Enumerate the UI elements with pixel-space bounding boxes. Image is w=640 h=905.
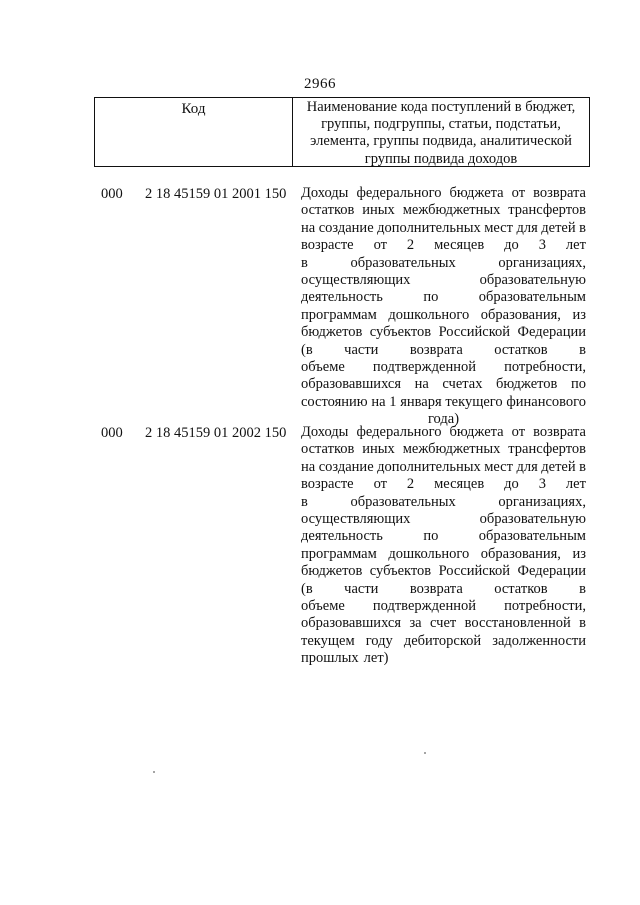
description-line: возрасте от 2 месяцев до 3 лет bbox=[301, 476, 586, 493]
row-description bbox=[301, 424, 586, 668]
description-line: образовавшихся за счет восстановленной в bbox=[301, 615, 586, 632]
description-line: программам дошкольного образования, из bbox=[301, 306, 586, 323]
description-line: текущем году дебиторской задолженности bbox=[301, 632, 586, 649]
description-line: бюджетов субъектов Российской Федерации bbox=[301, 324, 586, 341]
header-name-line: Наименование кода поступлений в бюджет, bbox=[306, 99, 576, 115]
description-line: деятельность по образовательным bbox=[301, 289, 586, 306]
row-revenue-code: 2 18 45159 01 2002 150 bbox=[145, 425, 287, 441]
page-number: 2966 bbox=[304, 76, 336, 92]
description-line: в образовательных организациях, bbox=[301, 493, 586, 510]
header-name-line: группы, подгруппы, статьи, подстатьи, bbox=[321, 116, 561, 133]
description-line: прошлых лет) bbox=[301, 650, 389, 667]
header-name-label bbox=[293, 98, 589, 166]
description-line: в образовательных организациях, bbox=[301, 254, 586, 271]
table-header bbox=[94, 97, 590, 167]
description-line: остатков иных межбюджетных трансфертов bbox=[301, 202, 586, 219]
description-line: года) bbox=[427, 411, 460, 428]
description-line: на создание дополнительных мест для детей в bbox=[301, 458, 586, 475]
scan-speck bbox=[424, 752, 426, 754]
header-name-line: группы подвида доходов bbox=[364, 150, 518, 167]
description-line: объеме подтвержденной потребности, bbox=[301, 359, 586, 376]
description-line: (в части возврата остатков в bbox=[301, 580, 586, 597]
description-line: бюджетов субъектов Российской Федерации bbox=[301, 563, 586, 580]
description-line: на создание дополнительных мест для детей в bbox=[301, 219, 586, 236]
description-line: (в части возврата остатков в bbox=[301, 341, 586, 358]
row-description bbox=[301, 185, 586, 429]
row-admin-code: 000 bbox=[101, 425, 123, 441]
description-line: возрасте от 2 месяцев до 3 лет bbox=[301, 237, 586, 254]
description-line: осуществляющих образовательную bbox=[301, 272, 586, 289]
description-line: остатков иных межбюджетных трансфертов bbox=[301, 441, 586, 458]
row-admin-code: 000 bbox=[101, 186, 123, 202]
description-line: деятельность по образовательным bbox=[301, 528, 586, 545]
description-line: Доходы федерального бюджета от возврата bbox=[301, 424, 586, 440]
row-revenue-code: 2 18 45159 01 2001 150 bbox=[145, 186, 287, 202]
header-name-line: элемента, группы подвида, аналитической bbox=[310, 133, 572, 150]
scan-speck bbox=[153, 771, 155, 773]
header-code-label: Код bbox=[95, 98, 293, 166]
description-line: состоянию на 1 января текущего финансового bbox=[301, 393, 586, 410]
description-line: осуществляющих образовательную bbox=[301, 511, 586, 528]
description-line: образовавшихся на счетах бюджетов по bbox=[301, 376, 586, 393]
description-line: Доходы федерального бюджета от возврата bbox=[301, 185, 586, 201]
description-line: программам дошкольного образования, из bbox=[301, 545, 586, 562]
description-line: объеме подтвержденной потребности, bbox=[301, 598, 586, 615]
